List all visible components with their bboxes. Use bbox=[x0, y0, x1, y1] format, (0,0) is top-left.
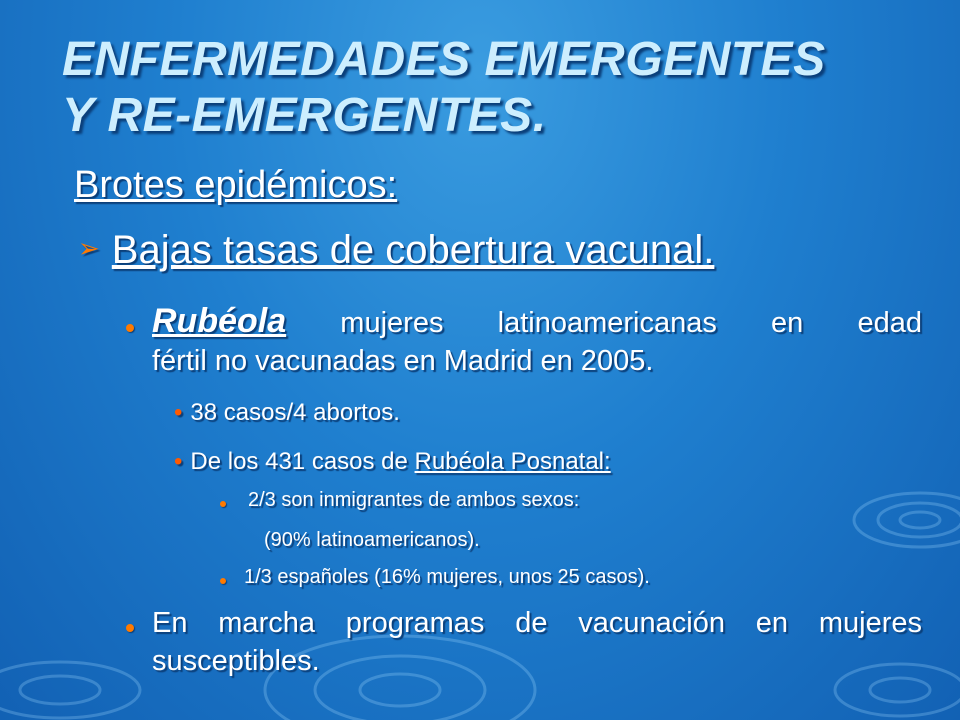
round-bullet-icon bbox=[220, 578, 226, 584]
round-bullet-icon bbox=[220, 501, 226, 507]
sub-bullet-casos bbox=[174, 399, 400, 427]
rubeola-heading: Rubéola bbox=[152, 302, 287, 340]
sub-sub-bullet-espanoles bbox=[218, 566, 650, 589]
section-subtitle: Brotes epidémicos: bbox=[74, 164, 398, 206]
programas-line1: En marcha programas de vacunación en mujeres bbox=[152, 607, 922, 639]
sub-bullet-posnatal-prefix: De los 431 casos de bbox=[190, 448, 415, 475]
inmigrantes-line1: 2/3 son inmigrantes de ambos sexos: bbox=[248, 489, 580, 511]
title-line-2: Y RE-EMERGENTES. bbox=[62, 89, 547, 142]
small-bullet-icon: • bbox=[174, 399, 183, 426]
level1-bullet bbox=[78, 228, 714, 273]
title-line-1: ENFERMEDADES EMERGENTES bbox=[62, 33, 826, 86]
rubeola-posnatal-label: Rubéola Posnatal: bbox=[414, 448, 611, 475]
round-bullet-icon bbox=[126, 624, 134, 632]
level1-bullet-text: Bajas tasas de cobertura vacunal. bbox=[111, 228, 715, 272]
sub-bullet-casos-text: 38 casos/4 abortos. bbox=[190, 399, 400, 426]
espanoles-text: 1/3 españoles (16% mujeres, unos 25 casos). bbox=[244, 566, 650, 588]
bullet-programas bbox=[122, 604, 922, 718]
sub-bullet-posnatal bbox=[174, 448, 611, 476]
rubeola-text-2: fértil no vacunadas en Madrid en 2005. bbox=[152, 345, 654, 377]
small-bullet-icon: • bbox=[174, 448, 183, 475]
slide-title bbox=[62, 32, 942, 144]
programas-line2: susceptibles. bbox=[152, 645, 320, 677]
rubeola-text-1: mujeres latinoamericanas en edad bbox=[286, 307, 922, 339]
round-bullet-icon bbox=[126, 324, 134, 332]
arrow-bullet-icon: ➢ bbox=[78, 233, 100, 263]
inmigrantes-line2: (90% latinoamericanos). bbox=[264, 529, 480, 551]
sub-sub-bullet-inmigrantes bbox=[218, 489, 579, 512]
